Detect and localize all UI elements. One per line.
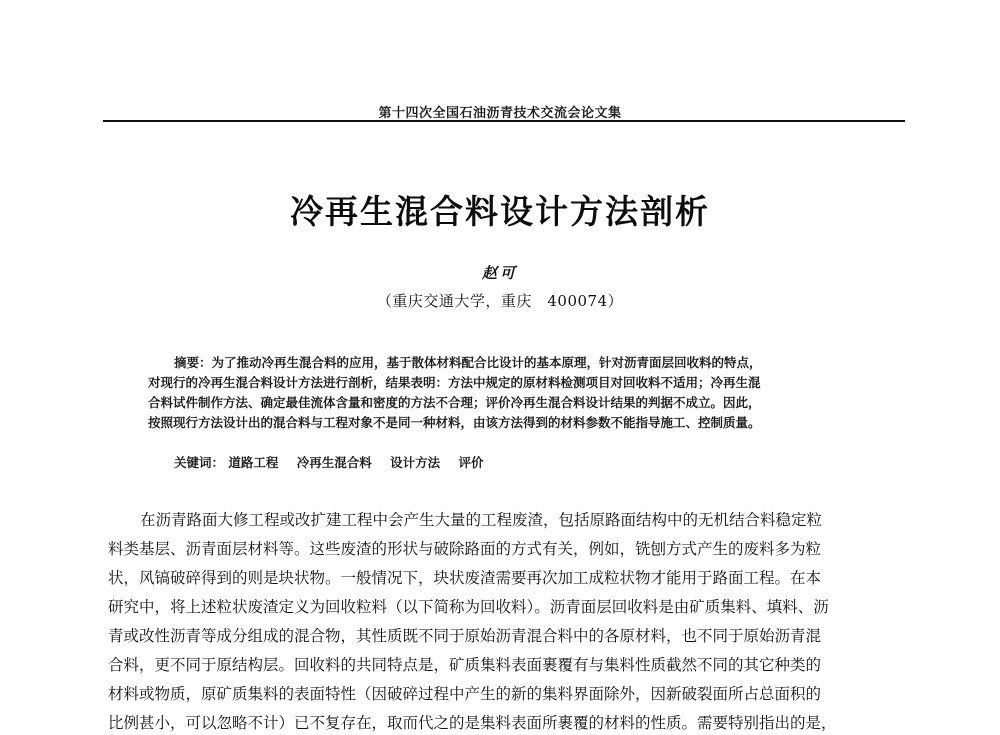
abstract-line: 对现行的冷再生混合料设计方法进行剖析，结果表明：方法中规定的原材料检测项目对回收料不适用；冷再生混 [148, 375, 761, 390]
abstract-line: 摘要：为了推动冷再生混合料的应用，基于散体材料配合比设计的基本原理，针对沥青面层回收料的特点， [174, 355, 762, 370]
keyword: 冷再生混合料 [296, 455, 372, 470]
keywords-label: 关键词： [174, 455, 225, 470]
abstract-line: 按照现行方法设计出的混合料与工程对象不是同一种材料，由该方法得到的材料参数不能指导施工、控制质量。 [148, 415, 761, 430]
body-line: 青或改性沥青等成分组成的混合物，其性质既不同于原始沥青混合料中的各原材料，也不同于原始沥青混 [108, 627, 822, 645]
abstract [148, 353, 864, 433]
body-line: 材料或物质，原矿质集料的表面特性（因破碎过程中产生的新的集料界面除外，因新破裂面所占总面积的 [108, 685, 822, 703]
body-line: 比例甚小，可以忽略不计）已不复存在，取而代之的是集料表面所裹覆的材料的性质。需要特别指出的是， [108, 714, 837, 732]
author-name: 赵可 [481, 264, 518, 282]
keyword: 道路工程 [228, 455, 279, 470]
author-affiliation: （重庆交通大学，重庆 400074） [376, 292, 624, 310]
body-line: 研究中，将上述粒状废渣定义为回收粒料（以下简称为回收料）。沥青面层回收料是由矿质集料、填料、沥 [108, 598, 829, 616]
body-line: 合料，更不同于原结构层。回收料的共同特点是，矿质集料表面裹覆有与集料性质截然不同的其它种类的 [108, 656, 822, 674]
running-header: 第十四次全国石油沥青技术交流会论文集 [378, 106, 622, 121]
paper-title: 冷再生混合料设计方法剖析 [290, 192, 710, 231]
body-line: 在沥青路面大修工程或改扩建工程中会产生大量的工程废渣，包括原路面结构中的无机结合料稳定粒 [140, 511, 823, 529]
keyword: 设计方法 [390, 455, 441, 470]
body-line: 状，风镐破碎得到的则是块状物。一般情况下，块状废渣需要再次加工成粒状物才能用于路面工程。在本 [108, 569, 822, 587]
keyword: 评价 [458, 455, 484, 470]
abstract-line: 合料试件制作方法、确定最佳流体含量和密度的方法不合理；评价冷再生混合料设计结果的判据不成立。因此， [148, 395, 761, 410]
keywords [174, 453, 498, 471]
body-paragraph [108, 506, 908, 735]
header-rule [103, 120, 905, 122]
body-line: 料类基层、沥青面层材料等。这些废渣的形状与破除路面的方式有关，例如，铣刨方式产生的废料多为粒 [108, 540, 822, 558]
